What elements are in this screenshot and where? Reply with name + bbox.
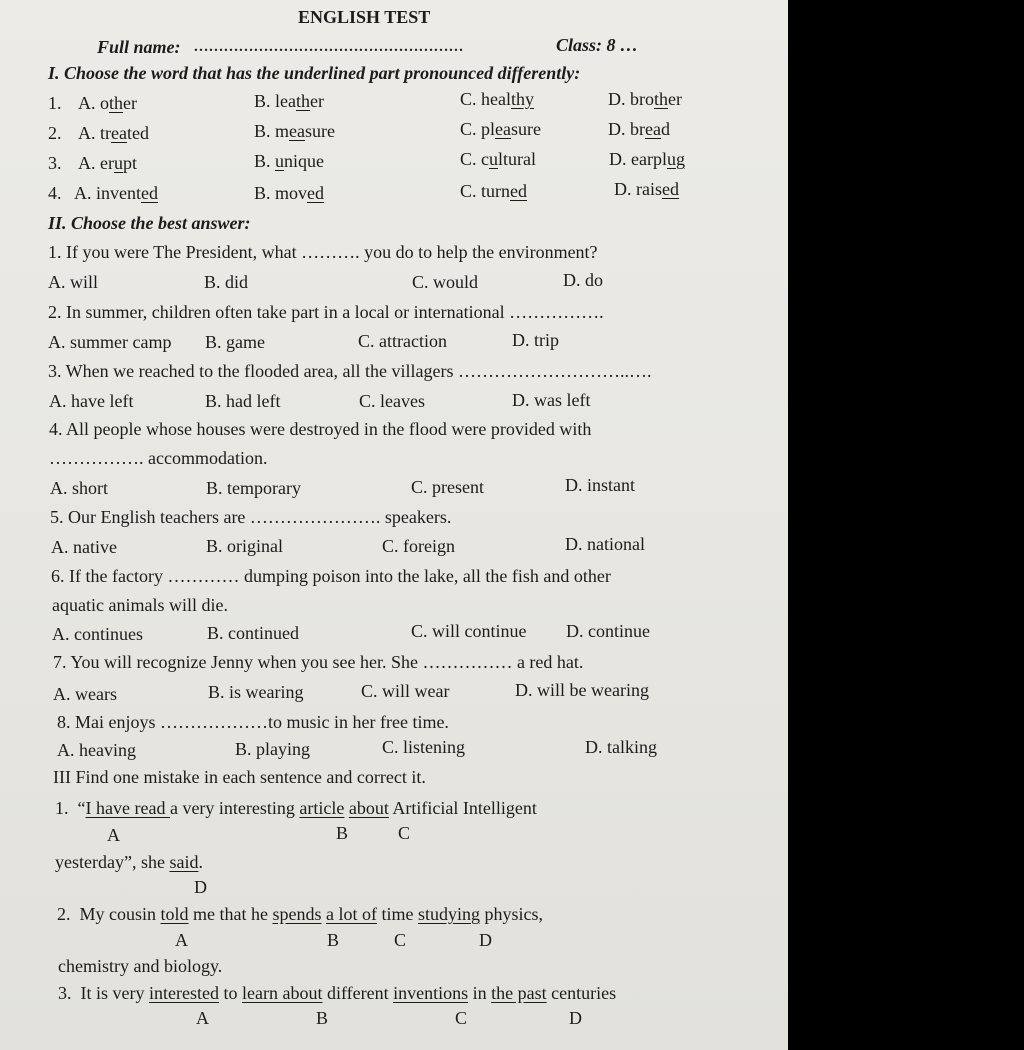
s1-q2-option-b: B. measure: [254, 121, 335, 141]
s1-q3-option-d: D. earplug: [609, 149, 685, 169]
s3-s1-label-c: C: [398, 823, 411, 843]
s2-q3-text: 3. When we reached to the flooded area, all the villagers ………………………..….: [48, 361, 652, 381]
s1-q3-option-c: C. cultural: [460, 149, 536, 169]
s3-s2-label-d: D: [479, 930, 492, 950]
s2-q8-option-b: B. playing: [235, 739, 310, 759]
class-label: Class: 8 …: [556, 35, 639, 55]
s3-sentence2-line2: chemistry and biology.: [58, 956, 223, 976]
s1-q2-option-d: D. bread: [608, 119, 670, 139]
s2-q1-option-a: A. will: [48, 272, 99, 292]
s3-s3-label-a: A: [196, 1008, 209, 1028]
s1-q3-option-a: A. erupt: [78, 153, 137, 173]
s1-q4-option-d: D. raised: [614, 179, 679, 199]
s1-q2-number: 2.: [48, 123, 62, 143]
s3-s2-label-b: B: [327, 930, 340, 950]
s2-q3-option-a: A. have left: [49, 391, 134, 411]
s2-q2-option-a: A. summer camp: [48, 332, 172, 352]
s1-q3-option-b: B. unique: [254, 151, 325, 171]
section1-heading: I. Choose the word that has the underlined part pronounced differently:: [48, 63, 581, 83]
s2-q6-text-line2: aquatic animals will die.: [52, 595, 228, 615]
s3-s2-label-a: A: [175, 930, 188, 950]
s2-q1-option-d: D. do: [563, 270, 603, 290]
s2-q2-option-d: D. trip: [512, 330, 559, 350]
section3-heading: III Find one mistake in each sentence and correct it.: [53, 767, 426, 787]
s2-q3-option-c: C. leaves: [359, 391, 425, 411]
s1-q1-option-a: A. other: [78, 93, 137, 113]
full-name-label: Full name:: [97, 37, 181, 57]
s1-q1-number: 1.: [48, 93, 62, 113]
s2-q1-option-c: C. would: [412, 272, 479, 292]
s3-s2-label-c: C: [394, 930, 407, 950]
s2-q8-option-d: D. talking: [585, 737, 657, 757]
s2-q4-option-d: D. instant: [565, 475, 635, 495]
s2-q5-option-c: C. foreign: [382, 536, 455, 556]
s2-q4-option-a: A. short: [50, 478, 108, 498]
s3-s3-label-d: D: [569, 1008, 582, 1028]
s2-q5-text: 5. Our English teachers are …………………. speakers.: [50, 507, 452, 527]
s2-q4-option-c: C. present: [411, 477, 484, 497]
dark-background-strip: [788, 0, 1024, 1050]
s2-q7-text: 7. You will recognize Jenny when you see her. She …………… a red hat.: [53, 652, 584, 672]
s1-q1-option-c: C. healthy: [460, 89, 535, 109]
s1-q1-option-b: B. leather: [254, 91, 324, 111]
s2-q6-option-b: B. continued: [207, 623, 299, 643]
s2-q1-option-b: B. did: [204, 272, 249, 292]
s2-q8-text: 8. Mai enjoys ………………to music in her free time.: [57, 712, 449, 732]
s2-q8-option-a: A. heaving: [57, 740, 136, 760]
s3-sentence2: 2. My cousin told me that he spends a lot of time studying physics,: [57, 904, 544, 924]
s3-s1-label-d: D: [194, 877, 207, 897]
s1-q4-option-a: A. invented: [74, 183, 158, 203]
s1-q4-number: 4.: [48, 183, 62, 203]
s2-q7-option-a: A. wears: [53, 684, 117, 704]
s3-s3-label-c: C: [455, 1008, 468, 1028]
s2-q8-option-c: C. listening: [382, 737, 466, 757]
s2-q4-text: 4. All people whose houses were destroyed in the flood were provided with: [49, 419, 592, 439]
page-title: ENGLISH TEST: [298, 7, 431, 27]
s2-q3-option-d: D. was left: [512, 390, 591, 410]
s2-q2-text: 2. In summer, children often take part in a local or international …………….: [48, 302, 604, 322]
s1-q2-option-a: A. treated: [78, 123, 149, 143]
s2-q7-option-c: C. will wear: [361, 681, 450, 701]
s2-q2-option-c: C. attraction: [358, 331, 447, 351]
s2-q5-option-b: B. original: [206, 536, 283, 556]
s2-q6-text: 6. If the factory ………… dumping poison into the lake, all the fish and other: [51, 566, 611, 586]
s2-q5-option-a: A. native: [51, 537, 117, 557]
s3-sentence3: 3. It is very interested to learn about different inventions in the past centuries: [58, 983, 617, 1003]
s1-q4-option-c: C. turned: [460, 181, 528, 201]
s3-sentence1-line2: yesterday”, she said.: [55, 852, 203, 872]
s2-q6-option-d: D. continue: [566, 621, 650, 641]
full-name-dots: ………………………………………………: [194, 39, 464, 55]
s2-q4-text-line2: ……………. accommodation.: [49, 448, 268, 468]
s2-q6-option-c: C. will continue: [411, 621, 527, 641]
s2-q7-option-d: D. will be wearing: [515, 680, 649, 700]
s1-q4-option-b: B. moved: [254, 183, 325, 203]
s2-q6-option-a: A. continues: [52, 624, 143, 644]
s2-q2-option-b: B. game: [205, 332, 265, 352]
s2-q5-option-d: D. national: [565, 534, 645, 554]
s1-q1-option-d: D. brother: [608, 89, 682, 109]
s2-q7-option-b: B. is wearing: [208, 682, 304, 702]
s2-q3-option-b: B. had left: [205, 391, 281, 411]
s3-s1-label-a: A: [107, 825, 120, 845]
s2-q4-option-b: B. temporary: [206, 478, 301, 498]
s1-q3-number: 3.: [48, 153, 62, 173]
s3-s3-label-b: B: [316, 1008, 329, 1028]
s3-sentence1: 1. “I have read a very interesting article about Artificial Intelligent: [55, 798, 537, 818]
s1-q2-option-c: C. pleasure: [460, 119, 541, 139]
section2-heading: II. Choose the best answer:: [48, 213, 251, 233]
s3-s1-label-b: B: [336, 823, 349, 843]
s2-q1-text: 1. If you were The President, what ………. you do to help the environment?: [48, 242, 598, 262]
